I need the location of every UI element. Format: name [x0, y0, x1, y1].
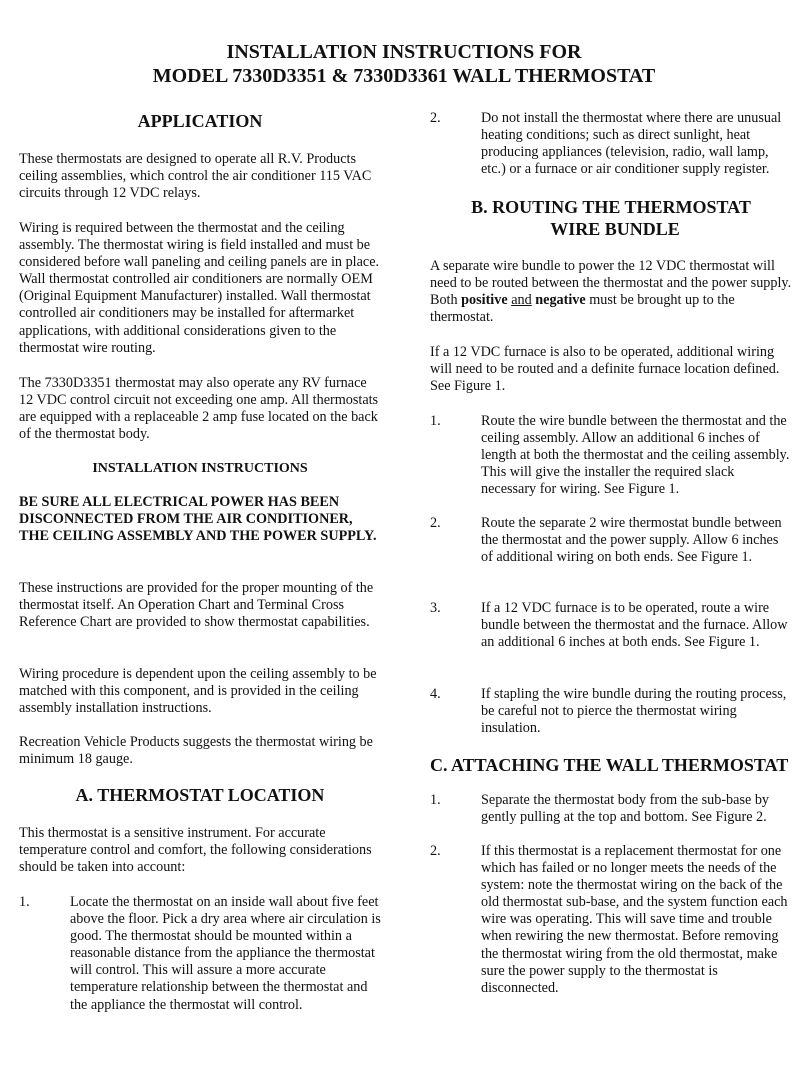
- application-paragraph-1: These thermostats are designed to operate all R.V. Products ceiling assemblies, which control the air conditioner 115 VAC circuits through 12 VDC relays.: [19, 151, 372, 202]
- list-item: [430, 413, 792, 498]
- section-a-heading: A. THERMOSTAT LOCATION: [75, 785, 325, 805]
- list-item: [430, 686, 792, 737]
- application-paragraph-3: The 7330D3351 thermostat may also operate any RV furnace 12 VDC control circuit not exceeding one amp. All thermostats are equipped with a replaceable 2 amp fuse located on the back of the thermostat body.: [19, 375, 379, 443]
- section-b-paragraph-1-start: A separate wire bundle to power the 12 VDC thermostat will need to be routed between the thermostat and the power supply. Both: [430, 258, 792, 309]
- section-b-heading-line-2: WIRE BUNDLE: [550, 219, 680, 239]
- list-item-number: 1.: [19, 894, 30, 910]
- list-item: [430, 600, 792, 651]
- document-title: [0, 40, 808, 88]
- list-item-text: Do not install the thermostat where there are unusual heating conditions; such as direct sunlight, heat producing appliances (television, radio, wall lamp, etc.) or a furnace or air conditioner supply register.: [481, 110, 782, 178]
- list-item: [430, 792, 792, 826]
- list-item-number: 1.: [430, 792, 441, 808]
- list-item-text: Route the separate 2 wire thermostat bundle between the thermostat and the power supply. Allow 6 inches of additional wiring on both ends. See Figure 1.: [481, 515, 782, 566]
- positive-emphasis: positive: [461, 292, 508, 309]
- list-item: [19, 894, 381, 1014]
- list-item: [430, 515, 792, 566]
- section-a-intro: This thermostat is a sensitive instrument. For accurate temperature control and comfort, the following considerations should be taken into account:: [19, 825, 372, 876]
- installation-paragraph-1: These instructions are provided for the proper mounting of the thermostat itself. An Operation Chart and Terminal Cross Reference Chart are provided to show thermostat capabilities.: [19, 580, 374, 631]
- list-item-number: 2.: [430, 843, 441, 859]
- list-item-number: 4.: [430, 686, 441, 702]
- list-item-number: 1.: [430, 413, 441, 429]
- installation-instructions-heading: INSTALLATION INSTRUCTIONS: [92, 461, 308, 476]
- installation-paragraph-2: Wiring procedure is dependent upon the ceiling assembly to be matched with this component, and is provided in the ceiling assembly installation instructions.: [19, 666, 377, 717]
- list-item-text: If this thermostat is a replacement thermostat for one which has failed or no longer meets the needs of the system: note the thermostat wiring on the back of the old thermostat sub-base, and the system function each wire was operating. This will save time and trouble when rewiring the new thermostat. Before removing the thermostat wiring from the old thermostat, make sure the power supply to the thermostat is disconnected.: [481, 843, 788, 996]
- list-item-text: If stapling the wire bundle during the routing process, be careful not to pierce the thermostat wiring insulation.: [481, 686, 787, 737]
- list-item-text: Locate the thermostat on an inside wall about five feet above the floor. Pick a dry area where air circulation is good. The thermostat should be mounted within a reasonable distance from the appliance the thermostat will control. This will assure a more accurate temperature relationship between the thermostat and the appliance the thermostat will control.: [70, 894, 381, 1013]
- title-line-1: INSTALLATION INSTRUCTIONS FOR: [226, 41, 582, 63]
- list-item-text: Route the wire bundle between the thermostat and the ceiling assembly. Allow an additional 6 inches of length at both the thermostat and the ceiling assembly. This will give the installer the required slack necessary for wiring. See Figure 1.: [481, 413, 790, 498]
- section-b-paragraph-1: [430, 258, 792, 326]
- negative-emphasis: negative: [535, 292, 586, 309]
- list-item: [430, 110, 792, 178]
- list-item-number: 2.: [430, 515, 441, 531]
- application-paragraph-2: Wiring is required between the thermostat and the ceiling assembly. The thermostat wiring is field installed and must be considered before wall paneling and ceiling panels are in place. Wall thermostat controlled air conditioners are normally OEM (Original Equipment Manufacturer) installed. Wall thermostat controlled air conditioners may be installed for aftermarket applications, with additional considerations given to the thermostat wire routing.: [19, 220, 380, 356]
- section-b-paragraph-2: If a 12 VDC furnace is also to be operated, additional wiring will need to be routed and a definite furnace location defined. See Figure 1.: [430, 344, 780, 395]
- installation-paragraph-3: Recreation Vehicle Products suggests the thermostat wiring be minimum 18 gauge.: [19, 734, 373, 768]
- power-warning: BE SURE ALL ELECTRICAL POWER HAS BEEN DISCONNECTED FROM THE AIR CONDITIONER, THE CEILING ASSEMBLY AND THE POWER SUPPLY.: [19, 494, 377, 545]
- and-underlined: and: [511, 292, 532, 309]
- section-b-heading-line-1: B. ROUTING THE THERMOSTAT: [471, 197, 751, 217]
- list-item-number: 3.: [430, 600, 441, 616]
- title-line-2: MODEL 7330D3351 & 7330D3361 WALL THERMOSTAT: [152, 65, 656, 87]
- list-item-text: Separate the thermostat body from the sub-base by gently pulling at the top and bottom. See Figure 2.: [481, 792, 770, 826]
- list-item-text: If a 12 VDC furnace is to be operated, route a wire bundle between the thermostat and the furnace. Allow an additional 6 inches at both ends. See Figure 1.: [481, 600, 788, 651]
- application-heading: APPLICATION: [137, 111, 263, 131]
- list-item: [430, 843, 792, 997]
- section-b-heading: [430, 196, 792, 240]
- section-b-paragraph-1-end: must be brought up to the thermostat.: [430, 292, 735, 326]
- list-item-number: 2.: [430, 110, 441, 126]
- section-c-heading: C. ATTACHING THE WALL THERMOSTAT: [430, 755, 789, 775]
